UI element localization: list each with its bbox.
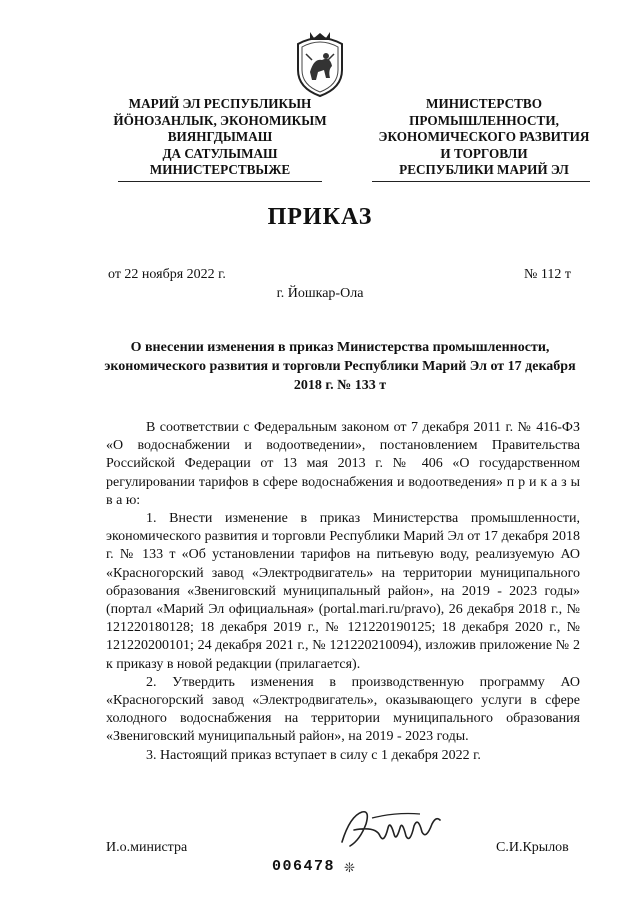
document-type-title: ПРИКАЗ xyxy=(267,204,373,230)
order-body xyxy=(106,419,580,765)
form-serial-number: 006478 xyxy=(272,858,336,875)
signer-title: И.о.министра xyxy=(106,840,188,855)
header-line: МАРИЙ ЭЛ РЕСПУБЛИКЫН xyxy=(128,96,312,111)
order-city: г. Йошкар-Ола xyxy=(276,286,364,301)
body-paragraph: 3. Настоящий приказ вступает в силу с 1 декабря 2022 г. xyxy=(146,747,481,763)
body-paragraph: 1. Внести изменение в приказ Министерства промышленности, экономического развития и торговли Республики Марий Эл от 17 декабря 2018 г. № 133 т «Об установлении тарифов на питьевую воду, реализуемую АО «Красногорский завод «Электродвигатель» на территории муниципального образования «Звениговский муниципальный район», на 2019 - 2023 годы» (портал «Марий Эл официальная» (portal.mari.ru/pravo), 26 декабря 2018 г., № 121220180128; 18 декабря 2019 г., № 121220190125; 18 декабря 2020 г., № 121220200101; 24 декабря 2021 г., № 121220210094), изложив приложение № 2 к приказу в новой редакции (прилагается). xyxy=(106,511,580,672)
handwritten-signature xyxy=(336,806,446,852)
header-divider-right xyxy=(372,181,590,182)
header-divider-left xyxy=(118,181,322,182)
signer-name: С.И.Крылов xyxy=(496,840,569,855)
header-line: МИНИСТЕРСТВЫЖЕ xyxy=(149,162,291,177)
ornament-icon: ❊ xyxy=(344,860,355,875)
body-paragraph: 2. Утвердить изменения в производственную программу АО «Красногорский завод «Электродвигатель», оказывающего услуги в сфере холодного водоснабжения на территории муниципального образования «Звениговский муниципальный район», на 2019 - 2023 годы. xyxy=(106,674,580,745)
header-line: ЙӦНОЗАНЛЫК, ЭКОНОМИКЫМ xyxy=(113,112,327,128)
header-line: ЭКОНОМИЧЕСКОГО РАЗВИТИЯ xyxy=(378,129,590,144)
header-line: РЕСПУБЛИКИ МАРИЙ ЭЛ xyxy=(399,162,569,177)
header-line: И ТОРГОВЛИ xyxy=(440,145,528,161)
order-date: от 22 ноября 2022 г. xyxy=(108,267,226,282)
header-line: ВИЯНГДЫМАШ xyxy=(167,129,273,144)
order-number: № 112 т xyxy=(524,267,571,282)
ministry-name-mari xyxy=(104,96,336,179)
coat-of-arms-icon xyxy=(292,30,348,98)
header-line: МИНИСТЕРСТВО xyxy=(426,96,542,111)
order-subject: О внесении изменения в приказ Министерства промышленности, экономического развития и торговли Республики Марий Эл от 17 декабря 2018 г. № 133 т xyxy=(104,340,576,393)
header-line: ПРОМЫШЛЕННОСТИ, xyxy=(409,112,559,128)
header-line: ДА САТУЛЫМАШ xyxy=(162,145,278,161)
body-paragraph: В соответствии с Федеральным законом от 7 декабря 2011 г. № 416-ФЗ «О водоснабжении и водоотведении», постановлением Правительства Российской Федерации от 13 мая 2013 г. № 406 «О государственном регулировании тарифов в сфере водоснабжения и водоотведения» п р и к а з ы в а ю: xyxy=(106,420,580,508)
ministry-name-russian xyxy=(360,96,608,179)
